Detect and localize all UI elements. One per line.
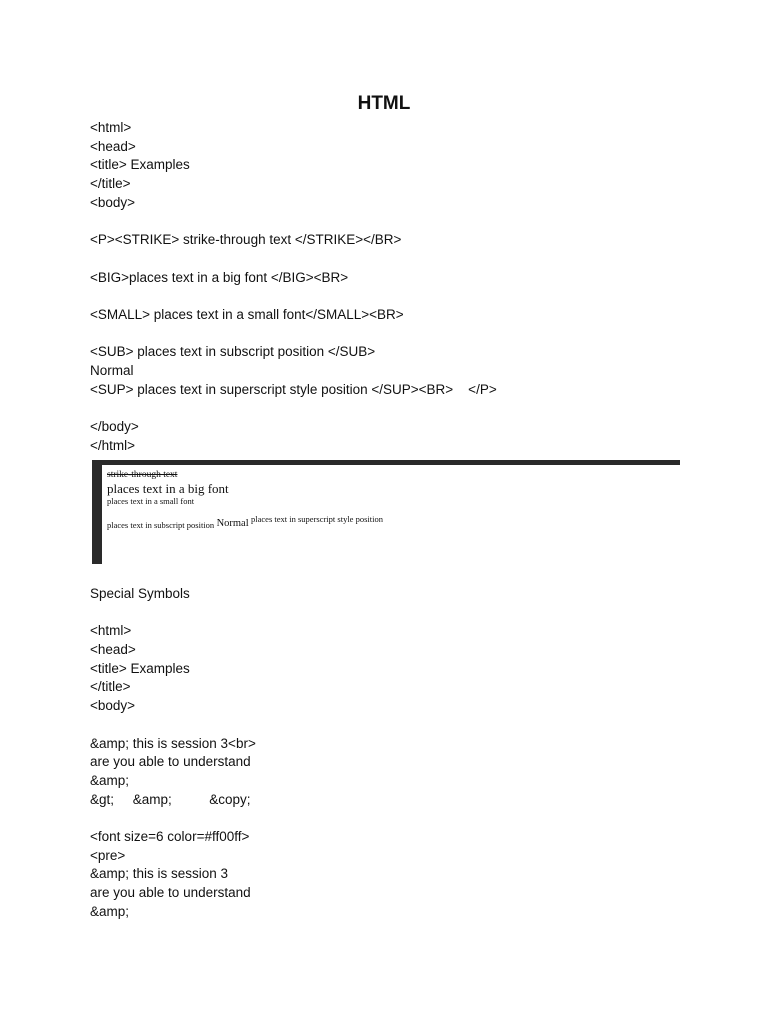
code-line: <SUP> places text in superscript style position </SUP><BR> </P> [90, 381, 497, 397]
code-line: &amp; [90, 903, 130, 919]
code-line [90, 212, 690, 231]
page-title: HTML [357, 93, 411, 114]
code-line: </body> [90, 419, 139, 434]
code-line: <html> [90, 120, 132, 135]
code-line: <SMALL> places text in a small font</SMALL><BR> [90, 306, 404, 322]
code-line [90, 287, 690, 306]
preview-big-text: places text in a big font [107, 481, 229, 496]
code-line: </html> [90, 437, 136, 453]
code-line: <title> Examples [90, 157, 190, 173]
section-heading: Special Symbols [90, 586, 190, 601]
code-line: <BIG>places text in a big font </BIG><BR> [90, 269, 349, 285]
code-line: </title> [90, 176, 131, 192]
code-line: <body> [90, 194, 136, 210]
preview-subscript-text: places text in subscript position [107, 520, 215, 530]
rendered-preview-screenshot [92, 460, 680, 564]
code-line [90, 809, 690, 828]
code-line: are you able to understand [90, 885, 251, 900]
code-line: <P><STRIKE> strike-through text </STRIKE></BR> [90, 232, 402, 248]
code-block-1 [90, 119, 690, 455]
preview-normal-text: Normal [216, 518, 249, 529]
code-line: <body> [90, 698, 136, 714]
code-line: &amp; this is session 3<br> [90, 735, 256, 751]
code-line: Normal [90, 362, 134, 378]
code-line [90, 399, 690, 418]
code-line [90, 325, 690, 344]
preview-superscript-text: places text in superscript style position [251, 514, 383, 524]
code-line: are you able to understand [90, 754, 251, 770]
code-line: <head> [90, 138, 136, 154]
preview-top-border [92, 460, 680, 465]
code-line: <pre> [90, 847, 126, 863]
code-line: &amp; [90, 772, 130, 788]
preview-sub-sup-line [107, 512, 383, 532]
code-line [90, 604, 690, 623]
code-line: <html> [90, 623, 132, 639]
code-line: &gt; &amp; &copy; [90, 791, 251, 807]
code-line [90, 716, 690, 735]
code-line: <head> [90, 642, 136, 658]
code-line: <title> Examples [90, 660, 190, 676]
preview-strike-text: strike-through text [107, 470, 178, 480]
preview-small-text: places text in a small font [107, 496, 195, 506]
code-line: <SUB> places text in subscript position </SUB> [90, 344, 376, 360]
preview-content [107, 469, 383, 532]
code-line [90, 250, 690, 269]
code-line: </title> [90, 679, 131, 695]
code-line: <font size=6 color=#ff00ff> [90, 828, 250, 844]
preview-left-border [92, 460, 102, 564]
code-line: &amp; this is session 3 [90, 866, 229, 882]
code-block-2 [90, 585, 690, 921]
